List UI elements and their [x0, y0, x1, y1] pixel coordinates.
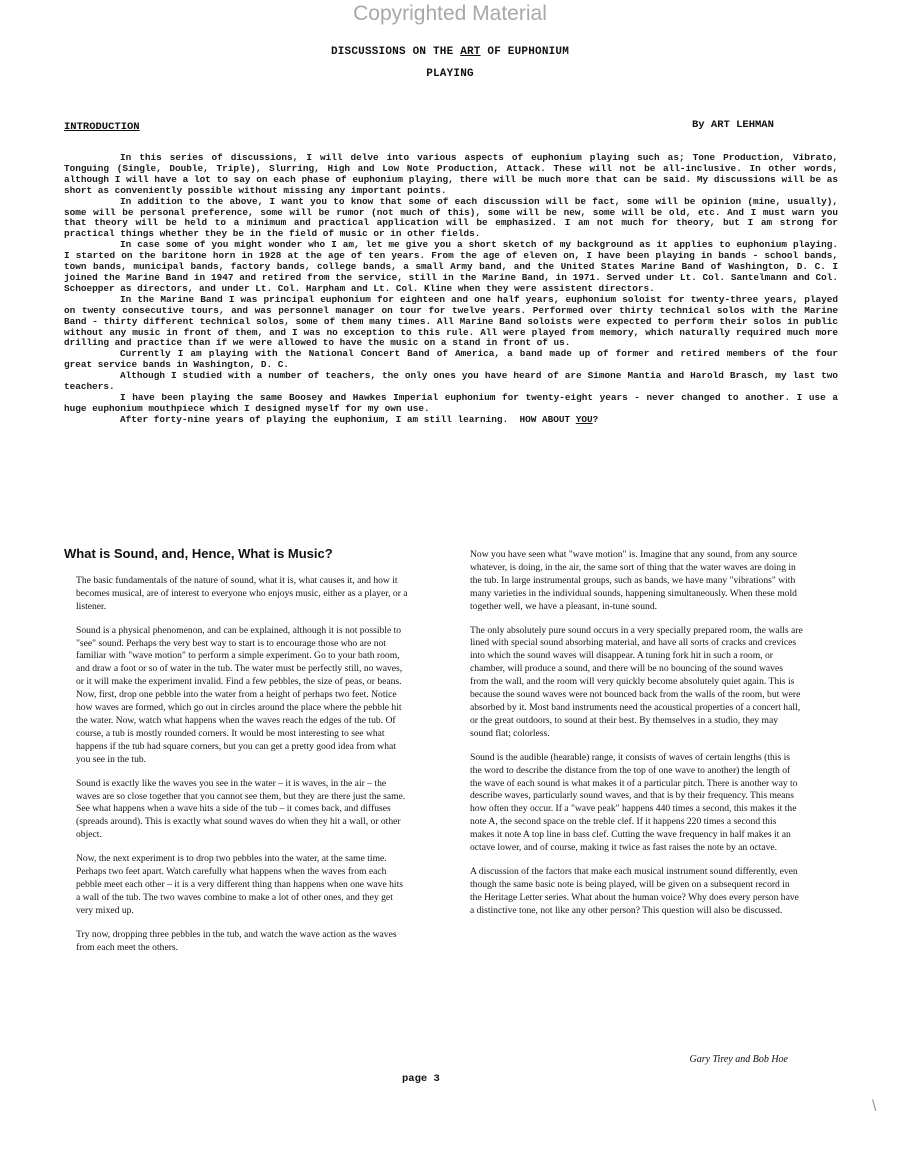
- article-right-column: [458, 549, 803, 929]
- article-paragraph: Now you have seen what "wave motion" is. Imagine that any sound, from any source whatever, is doing, in the air, the same sort of thing that the water waves are doing in the tub. In large instrumental groups, such as bands, we have many "vibrations" with many varieties in the individual sounds, happening simultaneously. When these mold together well, we have a pleasant, in-tune sound.: [470, 549, 798, 612]
- article-paragraph: Now, the next experiment is to drop two pebbles into the water, at the same time. Perhaps two feet apart. Watch carefully what happens when the waves from each pebble meet each other – it is a very different thing than happens when one wave hits a wall of the tub. The two waves combine to make a lot of other ones, and they get very mixed up.: [76, 853, 403, 916]
- closing-you: YOU: [575, 413, 593, 425]
- introduction-body: [64, 153, 838, 426]
- closing-text: After forty-nine years of playing the euphonium, I am still learning.: [120, 413, 509, 425]
- article-left-column: [64, 548, 409, 965]
- closing-question-mark: ?: [592, 413, 599, 425]
- title-post: OF EUPHONIUM: [487, 46, 570, 58]
- scan-edge-mark: \: [872, 1098, 877, 1115]
- title-art: ART: [460, 46, 481, 58]
- page-number: page 3: [402, 1073, 440, 1085]
- intro-paragraph: In this series of discussions, I will delve into various aspects of euphonium playing such as; Tone Production, Vibrato, Tonguing (Single, Double, Triple), Slurring, High and Low Note Production, Attack. These will not be all-inclusive. In other words, although I will have a lot to say on each phase of euphonium playing, there will be much more that can be said. My discussions will be as short as conveniently possible without missing any important points.: [64, 152, 838, 196]
- article-paragraph: Try now, dropping three pebbles in the tub, and watch the wave action as the waves from each meet the others.: [76, 928, 397, 953]
- article-paragraph: The basic fundamentals of the nature of sound, what it is, what causes it, and how it becomes musical, are of interest to everyone who enjoys music, either as a player, or a listener.: [76, 574, 408, 612]
- article-paragraph: The only absolutely pure sound occurs in a very specially prepared room, the walls are lined with special sound absorbing material, and have all sorts of cracks and crevices into which the sound waves will disappear. A tuning fork hit in such a room, or chamber, will produce a sound, and there will be no bouncing of the sound waves from the wall, and the room will very quickly become absolutely quiet again. This is because the sound waves were not bounced back from the walls of the room, but were absorbed by it. Most band instruments need the acoustical properties of a concert hall, or the great outdoors, to sound at their best. By themselves in a studio, they may sound flat; colorless.: [470, 624, 803, 739]
- intro-paragraph-closing: [64, 415, 838, 426]
- page-title-line2: PLAYING: [426, 68, 474, 80]
- intro-paragraph: In addition to the above, I want you to know that some of each discussion will be fact, some will be opinion (mine, usually), some will be personal preference, some will be rumor (not much of this), some will be new, some will be old, etc. And I must warn you that theory will be held to a minimum and practical application will be emphasized. I am not much for theory, but I am strong for practical things whether they be in the field of music or in other fields.: [64, 195, 838, 240]
- article-paragraph: Sound is the audible (hearable) range, it consists of waves of certain lengths (this is the word to describe the distance from the top of one wave to another) the length of the wave of each sound is what makes it of a particular pitch. There is another way to describe waves, particularly sound waves, and that is by their frequency. This means how often they occur. If a "wave peak" happens 440 times a second, this makes it the note A, the second space on the treble clef. If it happens 220 times a second this makes it note A top line in bass clef. Cutting the wave frequency in half makes it an octave lower, and of course, making it twice as fast raises the note by an octave.: [470, 751, 798, 854]
- byline: By ART LEHMAN: [692, 119, 774, 131]
- intro-paragraph: I have been playing the same Boosey and Hawkes Imperial euphonium for twenty-eight years - never changed to another. I use a huge euphonium mouthpiece which I designed myself for my own use.: [64, 391, 838, 414]
- article-paragraph: A discussion of the factors that make each musical instrument sound differently, even though the same basic note is being played, will be given on a subsequent record in the Heritage Letter series. What about the human voice? Why does every person have a distinctive tone, not like any other person? This question will also be discussed.: [470, 865, 799, 916]
- title-pre: DISCUSSIONS ON THE: [330, 46, 454, 58]
- copyright-watermark: Copyrighted Material: [353, 2, 547, 25]
- intro-paragraph: Although I studied with a number of teachers, the only ones you have heard of are Simone Mantia and Harold Brasch, my last two teachers.: [64, 370, 838, 393]
- intro-paragraph: Currently I am playing with the National Concert Band of America, a band made up of former and retired members of the four great service bands in Washington, D. C.: [64, 348, 838, 371]
- intro-paragraph: In case some of you might wonder who I am, let me give you a short sketch of my background as it applies to euphonium playing. I started on the baritone horn in 1928 at the age of ten years. From the age of eleven on, I have been playing in bands - school bands, town bands, municipal bands, factory bands, college bands, a small Army band, and the United States Marine Band of Washington, D. C. I joined the Marine Band in 1947 and retired from the service, still in the Marine Band, in 1971. Served under Lt. Col. Santelmann and Col. Schoepper as directors, and under Lt. Col. Harpham and Lt. Col. Kline when they were assistent directors.: [64, 239, 838, 294]
- closing-how-about: HOW ABOUT: [519, 413, 571, 425]
- article-signature: Gary Tirey and Bob Hoe: [689, 1054, 788, 1065]
- introduction-label: INTRODUCTION: [64, 121, 140, 133]
- page-title: [0, 46, 900, 58]
- article-heading: What is Sound, and, Hence, What is Music?: [64, 546, 333, 561]
- article-paragraph: Sound is exactly like the waves you see in the water – it is waves, in the air – the waves are so close together that you cannot see them, but they are there just the same. See what happens when a wave hits a side of the tub – it comes back, and diffuses (spreads around). This is exactly what sound waves do when they hit a wall, or other object.: [76, 777, 406, 841]
- article-paragraph: Sound is a physical phenomenon, and can be explained, although it is not possible to "see" sound. Perhaps the very best way to start is to encourage those who are not familiar with "wave motion" to perform a simple experiment. Go to your bath room, and draw a foot or so of water in the tub. The water must be perfectly still, no waves, or it will make the experiment invalid. Find a few pebbles, the size of peas, or beans. Now, first, drop one pebble into the water from a height of perhaps two feet. Notice how waves are formed, which go out in circles around the place where the pebble hit the water. Now, watch what happens when the waves reach the edges of the tub. Of course, a tub is mostly rounded corners. It would be most interesting to see what happens if the tub had square corners, but you can get a pretty good idea from what you see in the tub.: [76, 624, 403, 765]
- intro-paragraph: In the Marine Band I was principal euphonium for eighteen and one half years, euphonium soloist for twenty-three years, played on twenty consecutive tours, and was personnel manager on tour for twelve years. Performed over thirty technical solos with the Marine Band - thirty different technical solos, some of them many times. All Marine Band soloists were expected to perform their solos in public without any music in front of them, and I was no exception to this rule. All were played from memory, which naturally required much more drilling and practice than if we were allowed to have the music on a stand in front of us.: [64, 293, 838, 349]
